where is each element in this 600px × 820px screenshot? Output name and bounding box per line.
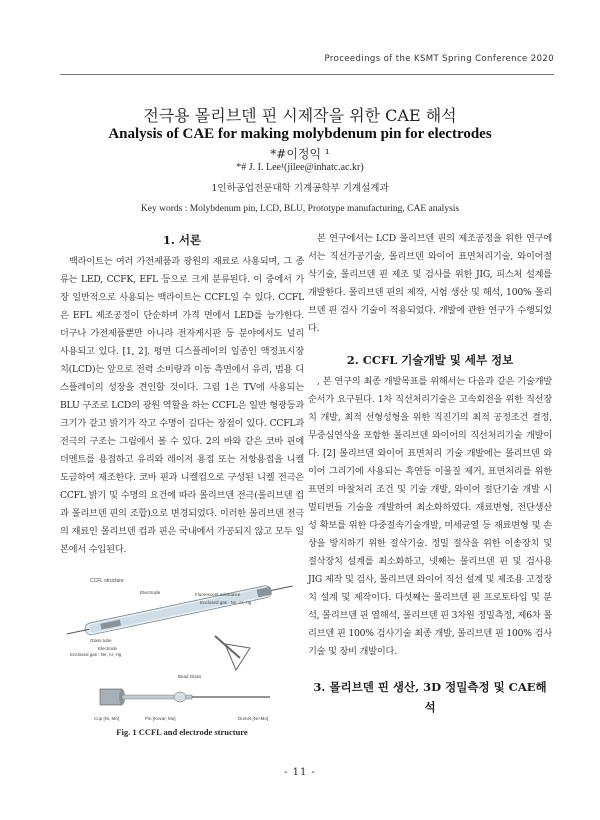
fig-label-cup: Cup [Ni, Mo] (94, 716, 120, 721)
ccfl-tube (65, 580, 293, 640)
author-english: *# J. I. Lee¹(jilee@inhatc.ac.kr) (236, 162, 364, 173)
ccfl-figure (60, 574, 304, 734)
figure-caption: Fig. 1 CCFL and electrode structure (116, 727, 248, 737)
conference-header: Proceedings of the KSMT Spring Conference 2020 (324, 54, 554, 64)
section-2-paragraph: , 본 연구의 최종 개발목표를 위해서는 다음과 같은 기술개발 순서가 요구된다. 1차 직선처리기술은 고속회전을 위한 직선장치 개발, 최적 선형성형을 위한 직진기의 최적 공정조건 결정, 무중심연삭을 포함한 몰리브덴 와이어의 직선처리기술 개발이다. [2] 몰리브덴 와이어 표면처리 기술 개발에는 몰리브덴 와이어 그리기에 사용되는 흑연등 이물질 제거, 표면처리를 위한 표면의 마찰처리 조건 및 기술 개발, 와이어 절단기술 개발 시 멀티번들 기술을 개발하여 최소화하였다. 재료변형, 전단생산성 확보를 위한 다중절속기술개발, 미세균열 등 재료변형 및 손상을 방지하기 위한 절삭기술. 정밀 절삭을 위한 이송장치 및 절삭장치 설계를 최소화하고, 넷째는 몰리브덴 핀 및 검사용 JIG 제작 및 검사, 몰리브덴 와이어 직선 설계 및 제조용 고정장치 설계 및 제작이다. 다섯째는 몰리브덴 핀 프로토타입 및 분석, 몰리브덴 핀 열해석, 몰리브덴 핀 3차원 정밀측정, 제6차 몰리브덴 핀 100% 검사기술 최종 개발, 몰리브덴 핀 100% 검사기술 및 장비 개발이다. (308, 376, 552, 657)
ccfl-diagram (60, 574, 304, 724)
section-3-heading: 3. 몰리브덴 핀 생산, 3D 정밀측정 및 CAE해석 (313, 680, 547, 714)
keywords: Key words : Molybdenum pin, LCD, BLU, Prototype manufacturing, CAE analysis (140, 204, 460, 214)
title-korean: 전극용 몰리브덴 핀 시제작을 위한 CAE 해석 (143, 106, 457, 125)
fig-label-electrode2: Electrode (98, 646, 118, 651)
fig-label-glass: Glass tube (90, 638, 112, 643)
right-column (308, 222, 552, 722)
page-number: - 11 - (284, 767, 316, 778)
affiliation: 1인하공업전문대학 기계공학부 기계설계과 (211, 183, 389, 194)
electrode-assembly (100, 689, 270, 705)
fig-label-enclosed: Enclosed gas : Ne, Ar, Hg (200, 600, 252, 605)
fig-label-dumet: Dumet [Ni+Mo] (238, 716, 269, 721)
fig-label-fluorescent: Fluorescent substance (195, 592, 241, 597)
fig-label-structure: CCFL structure (90, 578, 124, 584)
fig-label-electrode: Electrode (140, 591, 161, 596)
section-2-heading: 2. CCFL 기술개발 및 세부 정보 (346, 353, 514, 367)
fig-label-enclosed2: Enclosed gas : Ne, Ar, Hg (70, 652, 122, 657)
fig-label-pin: Pin [Kovar, Mo] (145, 716, 176, 721)
fig-label-bead: Bead Glass (178, 674, 202, 679)
left-column (60, 222, 304, 559)
author-korean: *#이정익 ¹ (270, 147, 330, 161)
section-1-heading: 1. 서론 (162, 233, 202, 247)
title-english: Analysis of CAE for making molybdenum pin for electrodes (108, 126, 492, 142)
header-rule (60, 74, 554, 75)
section-1-paragraph: 백라이트는 여러 가전제품과 광원의 재료로 사용되며, 그 종류는 LED, CCFK, EFL 등으로 크게 분류된다. 이 중에서 가장 일반적으로 사용되는 백라이트는 CCFL일 수 있다. CCFL은 EFL 제조공정이 단순하며 가격 면에서 LED를 능가한다. 더구나 가전제품뿐만 아니라 전자게시판 등 분야에서도 널리 사용되고 있다. [1, 2]. 평면 디스플레이의 일종인 액정표시장치(LCD)는 앞으로 전력 소비량과 이동 측면에서 유리, 범용 디스플레이의 성장을 견인할 것이다. 그림 1은 TV에 사용되는 BLU 구조로 LCD의 광원 역할을 하는 CCFL은 일반 형광등과 크기가 같고 밝기가 작고 수명이 길다는 장점이 있다. CCFL과 전극의 구조는 그림에서 볼 수 있다. 2의 바와 같은 코바 핀에 더멘트를 용접하고 유리와 레이저 용접 또는 저항용접을 니켈 도금하여 제조한다. 코바 핀과 니켈컵으로 구성된 니켈 전극은 CCFL 밝기 및 수명의 요건에 따라 몰리브덴 전극(몰리브덴 컵과 몰리브덴 핀의 조합)으로 변경되었다. 이러한 몰리브덴 전극의 재료인 몰리브덴 컵과 핀은 국내에서 가공되지 않고 모두 일본에서 수입된다. (60, 256, 304, 555)
right-intro-paragraph: 본 연구에서는 LCD 몰리브덴 핀의 제조공정을 위한 연구에서는 직선가공기술, 몰리브덴 와이어 표면처리기술, 와이어절삭기술, 몰리브덴 핀 제조 및 검사를 위한 JIG, 피스처 설계를 개발한다. 몰리브덴 핀의 제작, 시험 생산 및 해석, 100% 몰리브덴 핀 검사 기술이 적용되었다. 개발에 관한 연구가 수행되었다. (308, 233, 552, 334)
